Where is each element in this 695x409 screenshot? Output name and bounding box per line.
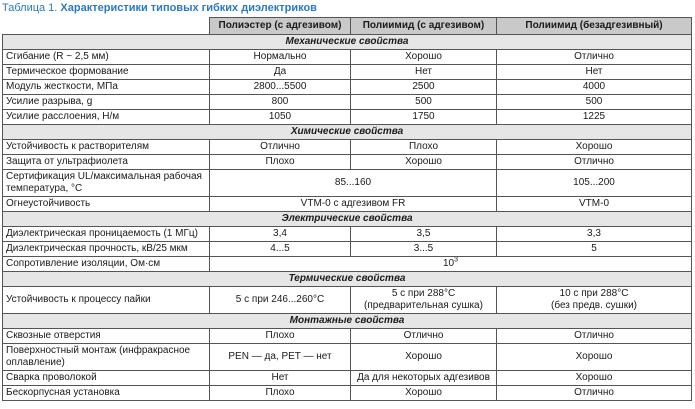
insulation-base: 10	[442, 258, 455, 269]
section-title: Механические свойства	[3, 35, 692, 50]
table-caption	[0, 0, 695, 17]
table-cell: 2500	[351, 80, 497, 95]
row-label: Модуль жесткости, МПа	[3, 80, 210, 95]
table-cell: 800	[210, 95, 351, 110]
table-row	[3, 386, 692, 401]
table-cell: 85...160	[210, 170, 497, 197]
table-row	[3, 170, 692, 197]
table-cell	[351, 287, 497, 314]
cell-line: (предварительная сушка)	[364, 300, 483, 311]
row-label: Сопротивление изоляции, Ом·см	[3, 257, 210, 272]
table-row	[3, 65, 692, 80]
row-label: Сертификация UL/максимальная рабочая температура, °C	[3, 170, 210, 197]
table-row	[3, 50, 692, 65]
row-label: Диэлектрическая прочность, кВ/25 мкм	[3, 242, 210, 257]
table-row	[3, 227, 692, 242]
column-header: Полиимид (с адгезивом)	[351, 18, 497, 35]
section-title: Электрические свойства	[3, 212, 692, 227]
table-cell: PEN — да, PET — нет	[210, 344, 351, 371]
table-cell: VTM-0	[497, 197, 692, 212]
section-title: Монтажные свойства	[3, 314, 692, 329]
column-header: Полиимид (безадгезивный)	[497, 18, 692, 35]
table-cell: 1225	[497, 110, 692, 125]
table-cell: Хорошо	[497, 371, 692, 386]
table-cell: Хорошо	[497, 344, 692, 371]
table-cell: Отлично	[497, 155, 692, 170]
cell-line: 5 с при 288°C	[391, 288, 456, 299]
table-cell: Хорошо	[497, 140, 692, 155]
table-row	[3, 80, 692, 95]
table-cell: Отлично	[210, 140, 351, 155]
properties-table	[2, 17, 692, 401]
table-row	[3, 95, 692, 110]
table-cell: Плохо	[210, 155, 351, 170]
table-cell: 3...5	[351, 242, 497, 257]
section-row	[3, 125, 692, 140]
cell-line: 10 с при 288°C	[559, 288, 629, 299]
table-cell: Плохо	[210, 329, 351, 344]
row-label: Поверхностный монтаж (инфракрасное оплавление)	[3, 344, 210, 371]
table-cell: Хорошо	[351, 386, 497, 401]
table-cell: 3,4	[210, 227, 351, 242]
table-cell: Да	[210, 65, 351, 80]
row-label: Диэлектрическая проницаемость (1 МГц)	[3, 227, 210, 242]
section-row	[3, 35, 692, 50]
section-row	[3, 212, 692, 227]
row-label: Термическое формование	[3, 65, 210, 80]
table-cell: Плохо	[351, 140, 497, 155]
row-label: Усилие расслоения, Н/м	[3, 110, 210, 125]
row-label: Защита от ультрафиолета	[3, 155, 210, 170]
row-label: Усилие разрыва, g	[3, 95, 210, 110]
row-label: Устойчивость к растворителям	[3, 140, 210, 155]
table-cell: Нет	[351, 65, 497, 80]
table-cell: 1750	[351, 110, 497, 125]
table-cell: Нормально	[210, 50, 351, 65]
table-cell: 4...5	[210, 242, 351, 257]
table-cell: Хорошо	[351, 155, 497, 170]
table-cell: Нет	[210, 371, 351, 386]
column-header: Полиэстер (с адгезивом)	[210, 18, 351, 35]
table-cell: Отлично	[497, 386, 692, 401]
table-cell	[210, 257, 692, 272]
row-label: Огнеустойчивость	[3, 197, 210, 212]
row-label: Сквозные отверстия	[3, 329, 210, 344]
section-row	[3, 272, 692, 287]
table-cell: Нет	[497, 65, 692, 80]
table-cell: Да для некоторых адгезивов	[351, 371, 497, 386]
row-label: Бескорпусная установка	[3, 386, 210, 401]
section-title: Термические свойства	[3, 272, 692, 287]
section-title: Химические свойства	[3, 125, 692, 140]
table-cell: 4000	[497, 80, 692, 95]
row-label: Сгибание (R ~ 2,5 мм)	[3, 50, 210, 65]
table-row	[3, 257, 692, 272]
table-cell: 5	[497, 242, 692, 257]
header-row	[3, 18, 692, 35]
caption-prefix: Таблица 1.	[2, 2, 61, 14]
table-row	[3, 242, 692, 257]
table-cell: 2800...5500	[210, 80, 351, 95]
insulation-exponent: 3	[454, 256, 459, 264]
table-cell: Хорошо	[351, 344, 497, 371]
table-row	[3, 110, 692, 125]
table-cell: 3,3	[497, 227, 692, 242]
table-row	[3, 287, 692, 314]
header-corner	[3, 18, 210, 35]
table-cell: Хорошо	[351, 50, 497, 65]
table-cell: Отлично	[497, 50, 692, 65]
row-label: Устойчивость к процессу пайки	[3, 287, 210, 314]
table-row	[3, 344, 692, 371]
section-row	[3, 314, 692, 329]
table-cell: 500	[497, 95, 692, 110]
table-cell: Отлично	[497, 329, 692, 344]
table-row	[3, 155, 692, 170]
table-cell: Плохо	[210, 386, 351, 401]
table-row	[3, 197, 692, 212]
table-cell: 3,5	[351, 227, 497, 242]
table-row	[3, 371, 692, 386]
table-cell: 1050	[210, 110, 351, 125]
caption-title: Характеристики типовых гибких диэлектриков	[60, 2, 317, 14]
table-cell: 5 с при 246...260°C	[210, 287, 351, 314]
table-cell: VTM-0 с адгезивом FR	[210, 197, 497, 212]
table-row	[3, 329, 692, 344]
table-cell: 500	[351, 95, 497, 110]
cell-line: (без предв. сушки)	[551, 300, 637, 311]
table-cell	[497, 287, 692, 314]
row-label: Сварка проволокой	[3, 371, 210, 386]
table-cell: 105...200	[497, 170, 692, 197]
table-row	[3, 140, 692, 155]
table-cell: Отлично	[351, 329, 497, 344]
